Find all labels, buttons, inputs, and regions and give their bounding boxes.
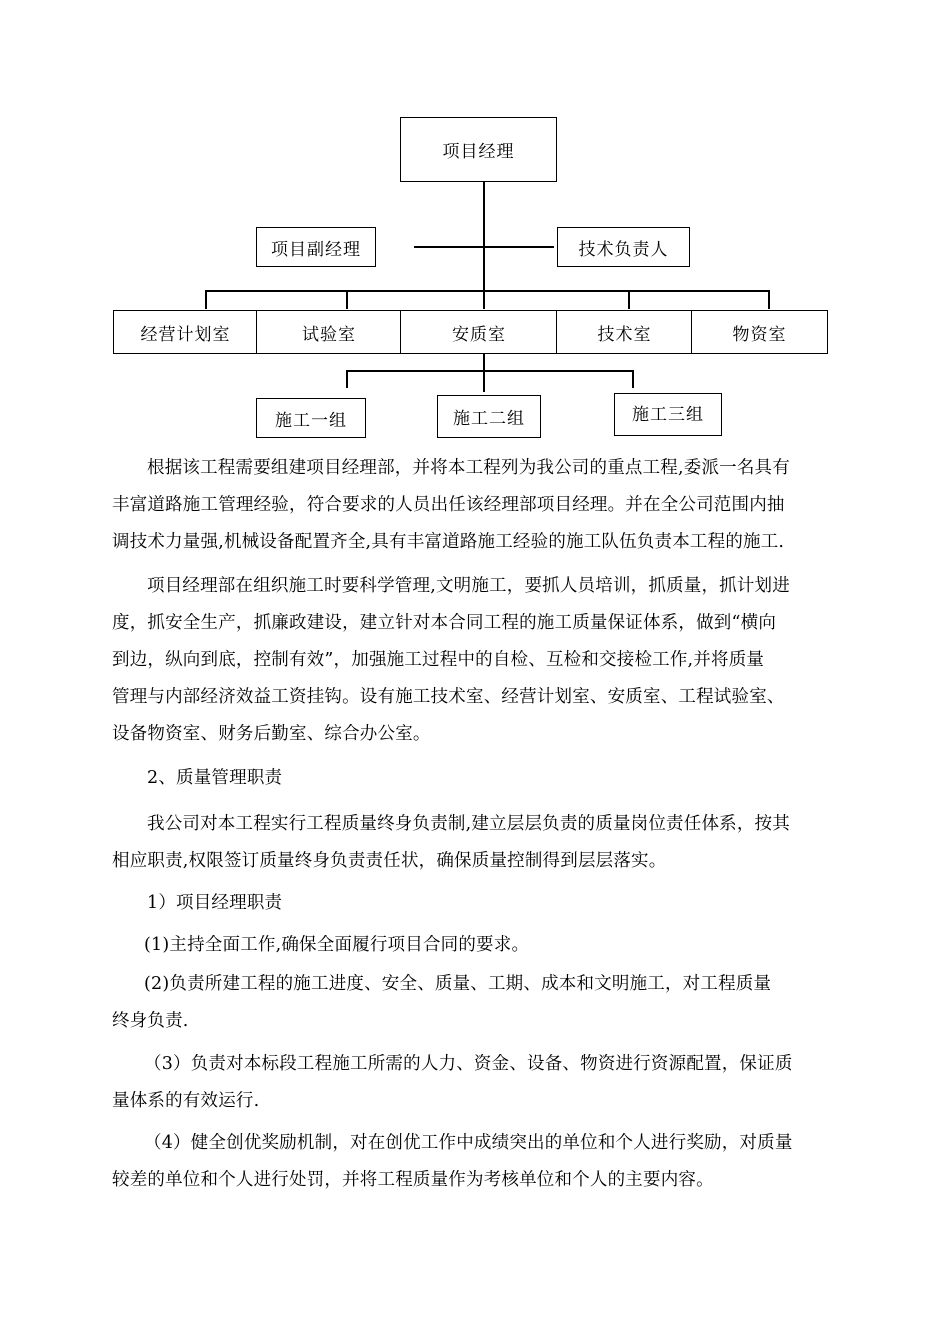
- connector-line: [414, 246, 554, 248]
- org-label: 项目经理: [442, 142, 515, 162]
- text-line: 我公司对本工程实行工程质量终身负责制,建立层层负责的质量岗位责任体系，按其: [147, 814, 790, 834]
- text-line: （3）负责对本标段工程施工所需的人力、资金、设备、物资进行资源配置，保证质: [144, 1054, 793, 1074]
- connector-line: [768, 290, 770, 309]
- paragraph-org-intro: [112, 450, 852, 561]
- connector-line: [483, 370, 485, 392]
- org-box-department: [113, 310, 258, 354]
- text-line: 设备物资室、财务后勤室、综合办公室。: [112, 724, 431, 744]
- list-item: [112, 966, 852, 1040]
- connector-line: [632, 370, 634, 388]
- connector-line: [346, 370, 633, 372]
- connector-line: [628, 290, 630, 309]
- paragraph-quality-system: [112, 806, 852, 880]
- org-box-group: [437, 395, 541, 438]
- text-line: 管理与内部经济效益工资挂钩。设有施工技术室、经营计划室、安质室、工程试验室、: [112, 687, 785, 707]
- org-box-group: [614, 393, 722, 436]
- text-line: 项目经理部在组织施工时要科学管理,文明施工，要抓人员培训，抓质量，抓计划进: [147, 576, 790, 596]
- connector-line: [483, 354, 485, 370]
- text-line: 量体系的有效运行.: [112, 1091, 260, 1111]
- subheading-pm-duties: 1）项目经理职责: [147, 893, 283, 913]
- text-line: 度，抓安全生产，抓廉政建设，建立针对本合同工程的施工质量保证体系，做到“横向: [112, 613, 777, 633]
- org-label: 施工一组: [275, 410, 347, 431]
- org-label: 技术室: [597, 324, 652, 345]
- org-label: 施工二组: [453, 409, 525, 429]
- text-line: 终身负责.: [112, 1011, 189, 1031]
- org-label: 施工三组: [632, 405, 704, 425]
- org-label: 安质室: [452, 324, 506, 345]
- org-box-project-manager: [400, 117, 557, 182]
- text-line: （4）健全创优奖励机制，对在创优工作中成绩突出的单位和个人进行奖励，对质量: [144, 1133, 793, 1153]
- org-label: 项目副经理: [271, 239, 361, 260]
- connector-line: [483, 182, 485, 290]
- list-item: [112, 1125, 852, 1199]
- text-line: (2)负责所建工程的施工进度、安全、质量、工期、成本和文明施工，对工程质量: [144, 974, 772, 994]
- org-label: 经营计划室: [140, 324, 231, 345]
- paragraph-management: [112, 568, 852, 753]
- heading-quality-duties: 2、质量管理职责: [147, 768, 283, 788]
- connector-line: [205, 290, 769, 292]
- text-line: (1)主持全面工作,确保全面履行项目合同的要求。: [144, 935, 530, 955]
- org-box-department: [691, 310, 828, 354]
- connector-line: [346, 370, 348, 388]
- org-box-deputy-manager: [256, 227, 376, 267]
- connector-line: [483, 290, 485, 309]
- text-line: 根据该工程需要组建项目经理部，并将本工程列为我公司的重点工程,委派一名具有: [147, 458, 790, 478]
- text-line: 较差的单位和个人进行处罚，并将工程质量作为考核单位和个人的主要内容。: [112, 1170, 714, 1190]
- text-line: 到边，纵向到底，控制有效”，加强施工过程中的自检、互检和交接检工作,并将质量: [112, 650, 765, 670]
- text-line: 丰富道路施工管理经验，符合要求的人员出任该经理部项目经理。并在全公司范围内抽: [112, 495, 785, 515]
- text-line: 相应职责,权限签订质量终身负责责任状，确保质量控制得到层层落实。: [112, 851, 667, 871]
- connector-line: [205, 290, 207, 309]
- org-label: 试验室: [302, 324, 356, 345]
- org-box-department: [400, 310, 558, 354]
- org-box-department: [556, 310, 693, 354]
- subheading: [112, 885, 852, 922]
- text-line: 调技术力量强,机械设备配置齐全,具有丰富道路施工经验的施工队伍负责本工程的施工.: [112, 532, 785, 552]
- org-box-group: [256, 398, 366, 438]
- org-box-tech-lead: [557, 227, 690, 267]
- list-item: [112, 927, 852, 964]
- org-label: 技术负责人: [578, 239, 669, 260]
- section-heading: [112, 760, 852, 797]
- org-box-department: [256, 310, 402, 354]
- list-item: [112, 1046, 852, 1120]
- org-label: 物资室: [732, 324, 787, 345]
- connector-line: [346, 290, 348, 309]
